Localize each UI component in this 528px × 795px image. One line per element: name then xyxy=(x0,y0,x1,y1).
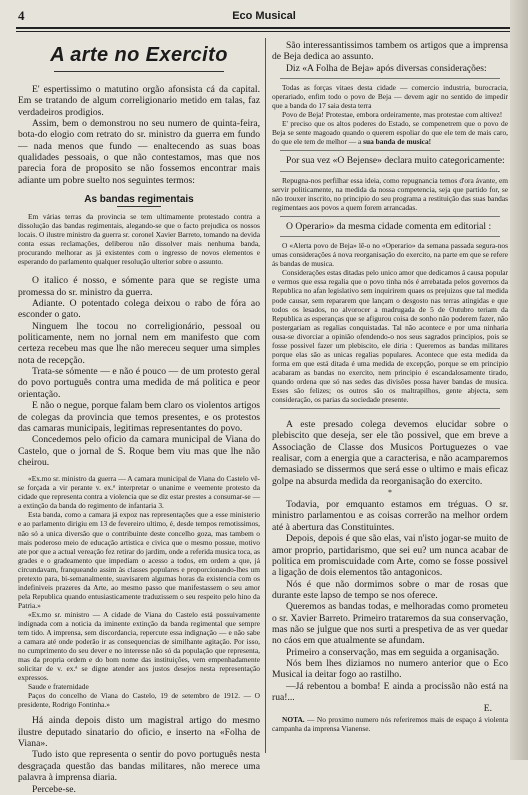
separator xyxy=(280,408,500,409)
quote-block: Povo de Beja! Protestae, embora ordeiramente, mas protestae com altivez! xyxy=(282,110,503,120)
footnote-text: — No proximo numero nós referiremos mais de espaço á violenta campanha da imprensa Vianense. xyxy=(272,714,508,733)
page-header xyxy=(0,0,528,34)
title-rule xyxy=(54,71,224,72)
quote-block: Em várias terras da provincia se tem ultimamente protestado contra a dissolução das bandas regimentais, alegando-se que o facto prejudica os nossos locais. O ilustre ministro da guerra sr. coronel Xavier Barreto, tomando na devida conta essas reclamações, deliberou não dissolver mais nenhuma banda, procurando melhorar as já existentes com o ingresso de novos elementos e esperando do parlamento qualquer resolução ulterior sobre o assunto. xyxy=(18,212,260,267)
article-title: A arte no Exercito xyxy=(50,44,228,66)
paragraph: Assim, bem o demonstrou no seu numero de quinta-feira, bota-do elogio com retrato do sr. ministro da guerra em fundo — nada menos que fundo — enaltecendo as suas boas qualidades pessoais, o que não contestamos, mas que nos parecia fora de proposito se não fossemos encontrar mais adiante um pobre suelto nos seguintes termos: xyxy=(18,118,260,186)
section-heading: As bandas regimentais xyxy=(84,194,194,206)
footnote-label: NOTA. xyxy=(282,714,305,724)
publication-title: Eco Musical xyxy=(232,10,296,22)
separator xyxy=(280,150,500,151)
paragraph: Diz «A Folha de Beja» após diversas considerações: xyxy=(286,62,487,74)
paragraph: Concedemos pelo oficio da camara municipal de Viana do Castelo, que o jornal de S. Roque bem viu mas que lhe não cheirou. xyxy=(18,434,260,468)
quote-text: E' preciso que os altos poderes do Estado, se compenetrem que o povo de Beja se sente magoado quando o querem espoliar do que ele tem de mais caro, do que ele tem de melhor — a xyxy=(272,119,508,147)
paragraph: Primeiro a conservação, mas em seguida a organisação. xyxy=(286,646,500,658)
quote-block: «Ex.mo sr. ministro — A cidade de Viana do Castelo está possuivamente indignada com a noticia da iminente extinção da banda regimental que sempre tem tido. A imprensa, sem discordancia, repercute essa indignação — e não sabe a camara até onde poderão ir as consequencias de similhante agitação. Por isso, no cumprimento do seu dever e no interesse não só da população que representa, mas da propria ordem e do bom nome das instituições, vem empenhadamente solicitar de v. ex.ª se digne atender aos justos desejos nesta representação expressos. xyxy=(18,609,260,683)
right-column xyxy=(272,34,508,758)
quote-block: «Ex.mo sr. ministro da guerra — A camara municipal de Viana do Castelo vê-se forçada a vir perante v. ex.ª interpretar o unanime e veemente protesto da cidade que representa contra a violencia que se diz estar prestes a consumar-se — a extinção da banda do regimento de infantaria 3. xyxy=(18,474,260,511)
page-number: 4 xyxy=(18,8,25,23)
paragraph: Tudo isto que representa o sentir do povo português nesta desgraçada questão das bandas militares, não merece uma palavra à imprensa diaria. xyxy=(18,749,260,784)
signature: E. xyxy=(483,703,492,715)
paragraph: A este presado colega devemos elucidar sobre o plebiscito que deseja, ser ele tão possivel, que em breve a Associação de Classe dos Musicos Portuguezes o vae realisar, com a energia que a caracterisa, e não acamparemos demasiado se dissermos que será esse o ultimo e mais eficaz golpe na absurda medida da reorganisação do exercito. xyxy=(272,419,508,487)
left-column xyxy=(18,34,260,795)
paragraph: Há ainda depois disto um magistral artigo do mesmo ilustre deputado sinatario do oficio, e inserto na «Folha de Viana». xyxy=(18,715,260,750)
paragraph: Ninguem lhe tocou no correligionário, pessoal ou politicamente, nem no jornal nem em manifesto que com certeza recebeu mas que lhe não mereceu sequer uma simples nota de recepção. xyxy=(18,320,260,366)
separator xyxy=(280,216,500,217)
paragraph: O italico é nosso, e sómente para que se registe uma promessa do sr. ministro da guerra. xyxy=(18,275,260,298)
ornament: * xyxy=(388,488,392,498)
column-divider xyxy=(265,38,266,753)
paragraph: Todavia, por emquanto estamos em tréguas. O sr. ministro parlamentou e as coisas correrão na melhor ordem até à abertura das Constituintes. xyxy=(272,499,508,533)
quote-block: Considerações estas ditadas pelo unico amor que dedicamos á causa popular e vermos que essa regalia que o povo tinha nós é arrebatada pelos governos da Republica no afan legislativo sem inquirirem quaes os prejuizos que tal medida pode causar, sem repararem que lançam o desgosto nas terras atingidas e que todos os lesados, no alvorocer a madrugada de 5 de Outubro teriam da Republica as esperanças que se afigurou coisa de sonho não poderem fazer, não postergariam as regalias conquistadas. Tal não acontece e por uma ninharia ousa-se divorciar a opinião ofendendo-o nos seus sagrados principios, pois se fosse possivel fazer um plebiscito, ele diria : Queremos as bandas militares porque elas são as unicas regalias populares. Acontece que esta medida da forma em que está ditada é uma medida de excepção, porque se em principio acabaram as bandas no exercito, nem principio é escandalosamente tirado, quando ordena que só nas sedes das divisões possa haver bandas de musica. Esses são felizes; os outros são os maltrapilhos, gente abjecta, sem consideração, os parias da sociedade presente. xyxy=(272,268,508,405)
paragraph: Depois, depois é que são elas, vai n'isto jogar-se muito de amor proprio, partidarismo, que sei eu? um nunca acabar de politica em promiscuidade com Arte, como se fosse possivel a ligação de dois elementos tão antagonicos. xyxy=(272,533,508,579)
separator xyxy=(280,78,500,79)
separator xyxy=(280,171,500,172)
section-rule xyxy=(117,206,161,207)
quote-block: O «Alerta povo de Beja» lê-o no «Operario» da semana passada segura-nos umas considerações á nova reorganisação do exercito, na parte em que se refere ás bandas de musica. xyxy=(272,241,508,269)
paragraph: Nós bem lhes diziamos no numero anterior que o Eco Musical ia deitar fogo ao rastilho. xyxy=(272,657,508,681)
paragraph: —Já rebentou a bomba! E ainda a procissão não está na rua!... xyxy=(272,680,508,703)
quote-block: Paços do concelho de Viana do Castelo, 19 de setembro de 1912. — O presidente, Rodrigo Fontinha.» xyxy=(18,691,260,710)
paragraph: E' espertissimo o matutino orgão afonsista cá da capital. Em se tratando de algum correligionario metido em talas, faz verdadeiros prodigios. xyxy=(18,84,260,118)
quote-emphasis: sua banda de musica! xyxy=(363,137,432,147)
quote-block xyxy=(272,119,508,146)
paragraph: Percebe-se. xyxy=(32,783,76,795)
quote-block: Todas as forças vitaes desta cidade — comercio industria, burocracia, operariado, enfim todo o povo de Beja — devem agir no sentido de impedir que a banda do 17 saia desta terra xyxy=(272,83,508,111)
paragraph: Adiante. O potentado colega deixou o rabo de fóra ao esconder o gato. xyxy=(18,298,260,321)
header-rule-thin xyxy=(16,31,510,32)
page-edge-shadow xyxy=(510,0,528,760)
paragraph: E não o negue, porque falam bem claro os violentos artigos de colegas da provincia que temos presentes, e os protestos das camaras municipais, legitimas representantes do povo. xyxy=(18,400,260,434)
quote-block: Esta banda, como a camara já expoz nas representações que a esse ministerio e ao parlamento dirigiu em 13 de fevereiro ultimo, é, desde tempos remotissimos, não só a unica diversão que o contribuinte deste concelho goza, mas tambem o mais poderoso meio de educação artistica e civica que o mesmo possue, motivo ate por que a actual vereação fez retirar do jardim, onde a referida musica toca, as grades e o gradeamento que impediam o acesso a todos, em ordem a que, já circundavam, franqueando assim às classes populares e proporcionando-lhes um pretexto para, bi-semanalmente, suavisarem algumas horas da existencia com os indefiniveis prazeres da Arte, ao mesmo passo que manifestassem o seu amor pela Republica quando entusiasticamente traduzissem o seu respeito pelo hino da Patria.» xyxy=(18,510,260,610)
paragraph: São interessantissimos tambem os artigos que a imprensa de Beja dedica ao assunto. xyxy=(272,40,508,63)
separator xyxy=(280,236,500,237)
paragraph: Por sua vez «O Bejense» declara muito categoricamente: xyxy=(286,155,505,167)
quote-block: Saude e fraternidade xyxy=(28,682,89,692)
paragraph: O Operario» da mesma cidade comenta em editorial : xyxy=(286,220,492,232)
paragraph: Trata-se sómente — e não é pouco — de um protesto geral do povo português contra uma medida de má politica e peor orientação. xyxy=(18,366,260,400)
footnote xyxy=(272,715,508,733)
paragraph: Nós é que não dormimos sobre o mar de rosas que durante este lapso de tempo se nos oferece. xyxy=(272,578,508,601)
header-rule xyxy=(16,27,510,29)
quote-block: Repugna-nos perfilhar essa ideia, como repugnancia temos d'ora ávante, em servir politicamente, na medida da nossa competencia, seja que partido for, se não trouxer inscrito, no principio do seu programa a restituição das suas bandas regimentaes aos povos a quem forem arrancadas. xyxy=(272,175,508,212)
paragraph: Queremos as bandas todas, e melhoradas como prometeu o sr. Xavier Barreto. Primeiro trataremos da sua conservação, mas não se julgue que nos surti a prespetiva de as ver quedar no cáos em que atualmente se afundam. xyxy=(272,601,508,647)
